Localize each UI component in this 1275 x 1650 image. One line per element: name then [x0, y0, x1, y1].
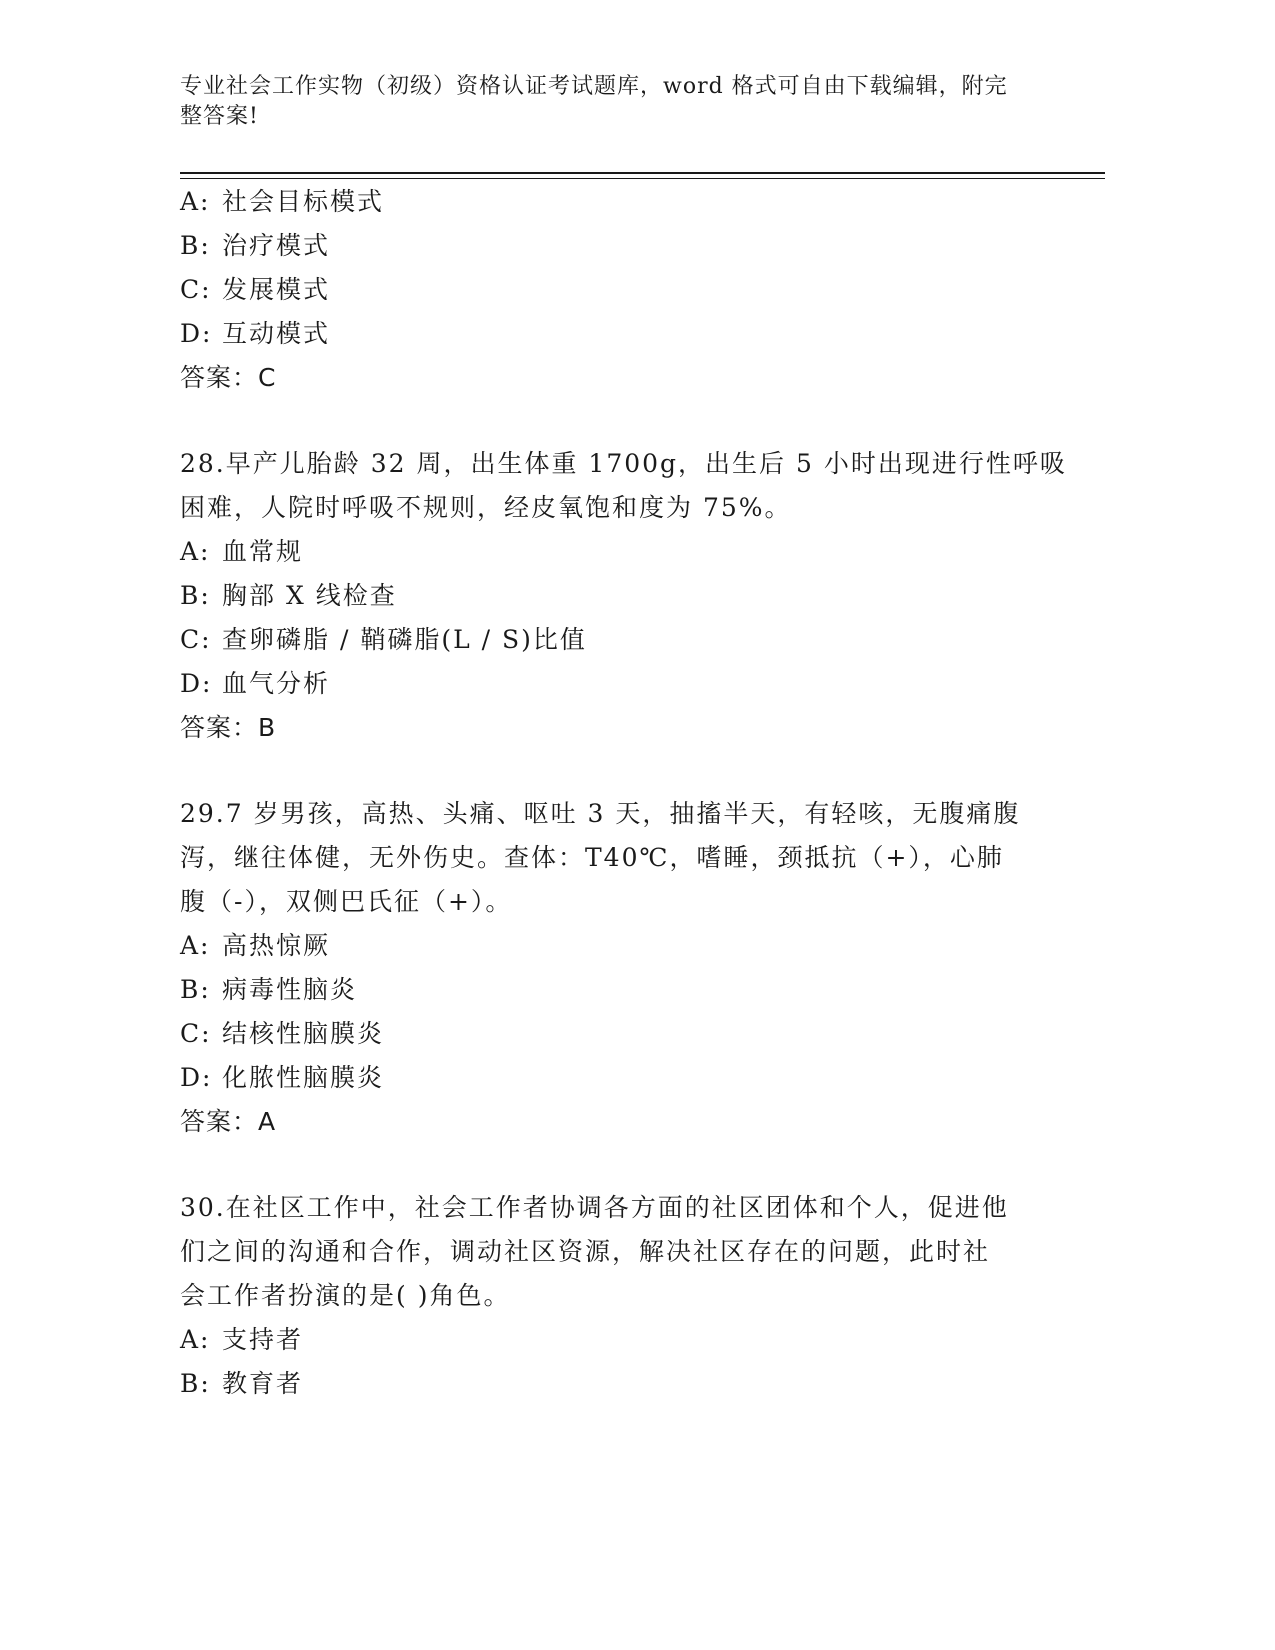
question-30: [180, 1186, 1050, 1406]
option-text: 教育者: [222, 1369, 304, 1398]
question-stem-line: 们之间的沟通和合作，调动社区资源，解决社区存在的问题，此时社: [180, 1237, 991, 1266]
question-list: [180, 180, 1067, 1406]
option-a: [180, 180, 1050, 224]
option-text: 化脓性脑膜炎: [222, 1063, 385, 1092]
option-text: 血气分析: [222, 669, 331, 698]
option-text: 高热惊厥: [222, 931, 331, 960]
question-28: [180, 442, 1067, 750]
option-text: 胸部 X 线检查: [222, 581, 397, 610]
option-b: [180, 1362, 1050, 1406]
option-d: [180, 312, 1050, 356]
header-rule-thick: [180, 172, 1105, 174]
option-key: C:: [180, 1019, 212, 1048]
option-b: [180, 968, 1050, 1012]
option-text: 社会目标模式: [222, 187, 385, 216]
question-stem-line: 会工作者扮演的是( )角色。: [180, 1281, 511, 1310]
option-key: C:: [180, 625, 212, 654]
option-key: A:: [180, 1325, 211, 1354]
option-key: B:: [180, 1369, 211, 1398]
option-text: 病毒性脑炎: [222, 975, 358, 1004]
question-stem-line: 29.7 岁男孩，高热、头痛、呕吐 3 天，抽搐半天，有轻咳，无腹痛腹: [180, 799, 1021, 828]
question-stem-line: 困难，人院时呼吸不规则，经皮氧饱和度为 75%。: [180, 493, 792, 522]
option-c: [180, 268, 1050, 312]
header-rule-thin: [180, 178, 1105, 179]
question-stem-line: 腹（-），双侧巴氏征（+）。: [180, 887, 513, 916]
option-key: A:: [180, 931, 211, 960]
option-key: D:: [180, 669, 213, 698]
option-a: [180, 924, 1050, 968]
option-text: 血常规: [222, 537, 304, 566]
option-key: B:: [180, 231, 211, 260]
option-key: C:: [180, 275, 212, 304]
option-key: A:: [180, 187, 211, 216]
document-header: [180, 72, 1040, 132]
option-b: [180, 224, 1050, 268]
option-a: [180, 1318, 1050, 1362]
option-key: B:: [180, 975, 211, 1004]
option-text: 查卵磷脂 / 鞘磷脂(L / S)比值: [222, 625, 587, 654]
answer-line: 答案：B: [180, 713, 277, 742]
option-text: 发展模式: [222, 275, 331, 304]
option-key: B:: [180, 581, 211, 610]
question-stem-line: 泻，继往体健，无外伤史。查体：T40℃，嗜睡，颈抵抗（+），心肺: [180, 843, 1004, 872]
option-c: [180, 618, 1050, 662]
question-29: [180, 792, 1050, 1144]
option-d: [180, 1056, 1050, 1100]
header-line-2: 整答案!: [180, 104, 259, 129]
option-c: [180, 1012, 1050, 1056]
option-b: [180, 574, 1050, 618]
question-27-tail: [180, 180, 1050, 400]
option-key: D:: [180, 319, 213, 348]
option-key: D:: [180, 1063, 213, 1092]
option-text: 互动模式: [222, 319, 331, 348]
option-text: 治疗模式: [222, 231, 331, 260]
option-text: 支持者: [222, 1325, 304, 1354]
question-stem-line: 28.早产儿胎龄 32 周，出生体重 1700g，出生后 5 小时出现进行性呼吸: [180, 449, 1067, 478]
option-d: [180, 662, 1050, 706]
question-stem-line: 30.在社区工作中，社会工作者协调各方面的社区团体和个人，促进他: [180, 1193, 1009, 1222]
answer-line: 答案：C: [180, 363, 277, 392]
option-text: 结核性脑膜炎: [222, 1019, 385, 1048]
header-line-1: 专业社会工作实物（初级）资格认证考试题库，word 格式可自由下载编辑，附完: [180, 74, 1008, 99]
option-key: A:: [180, 537, 211, 566]
answer-line: 答案：A: [180, 1107, 277, 1136]
option-a: [180, 530, 1050, 574]
